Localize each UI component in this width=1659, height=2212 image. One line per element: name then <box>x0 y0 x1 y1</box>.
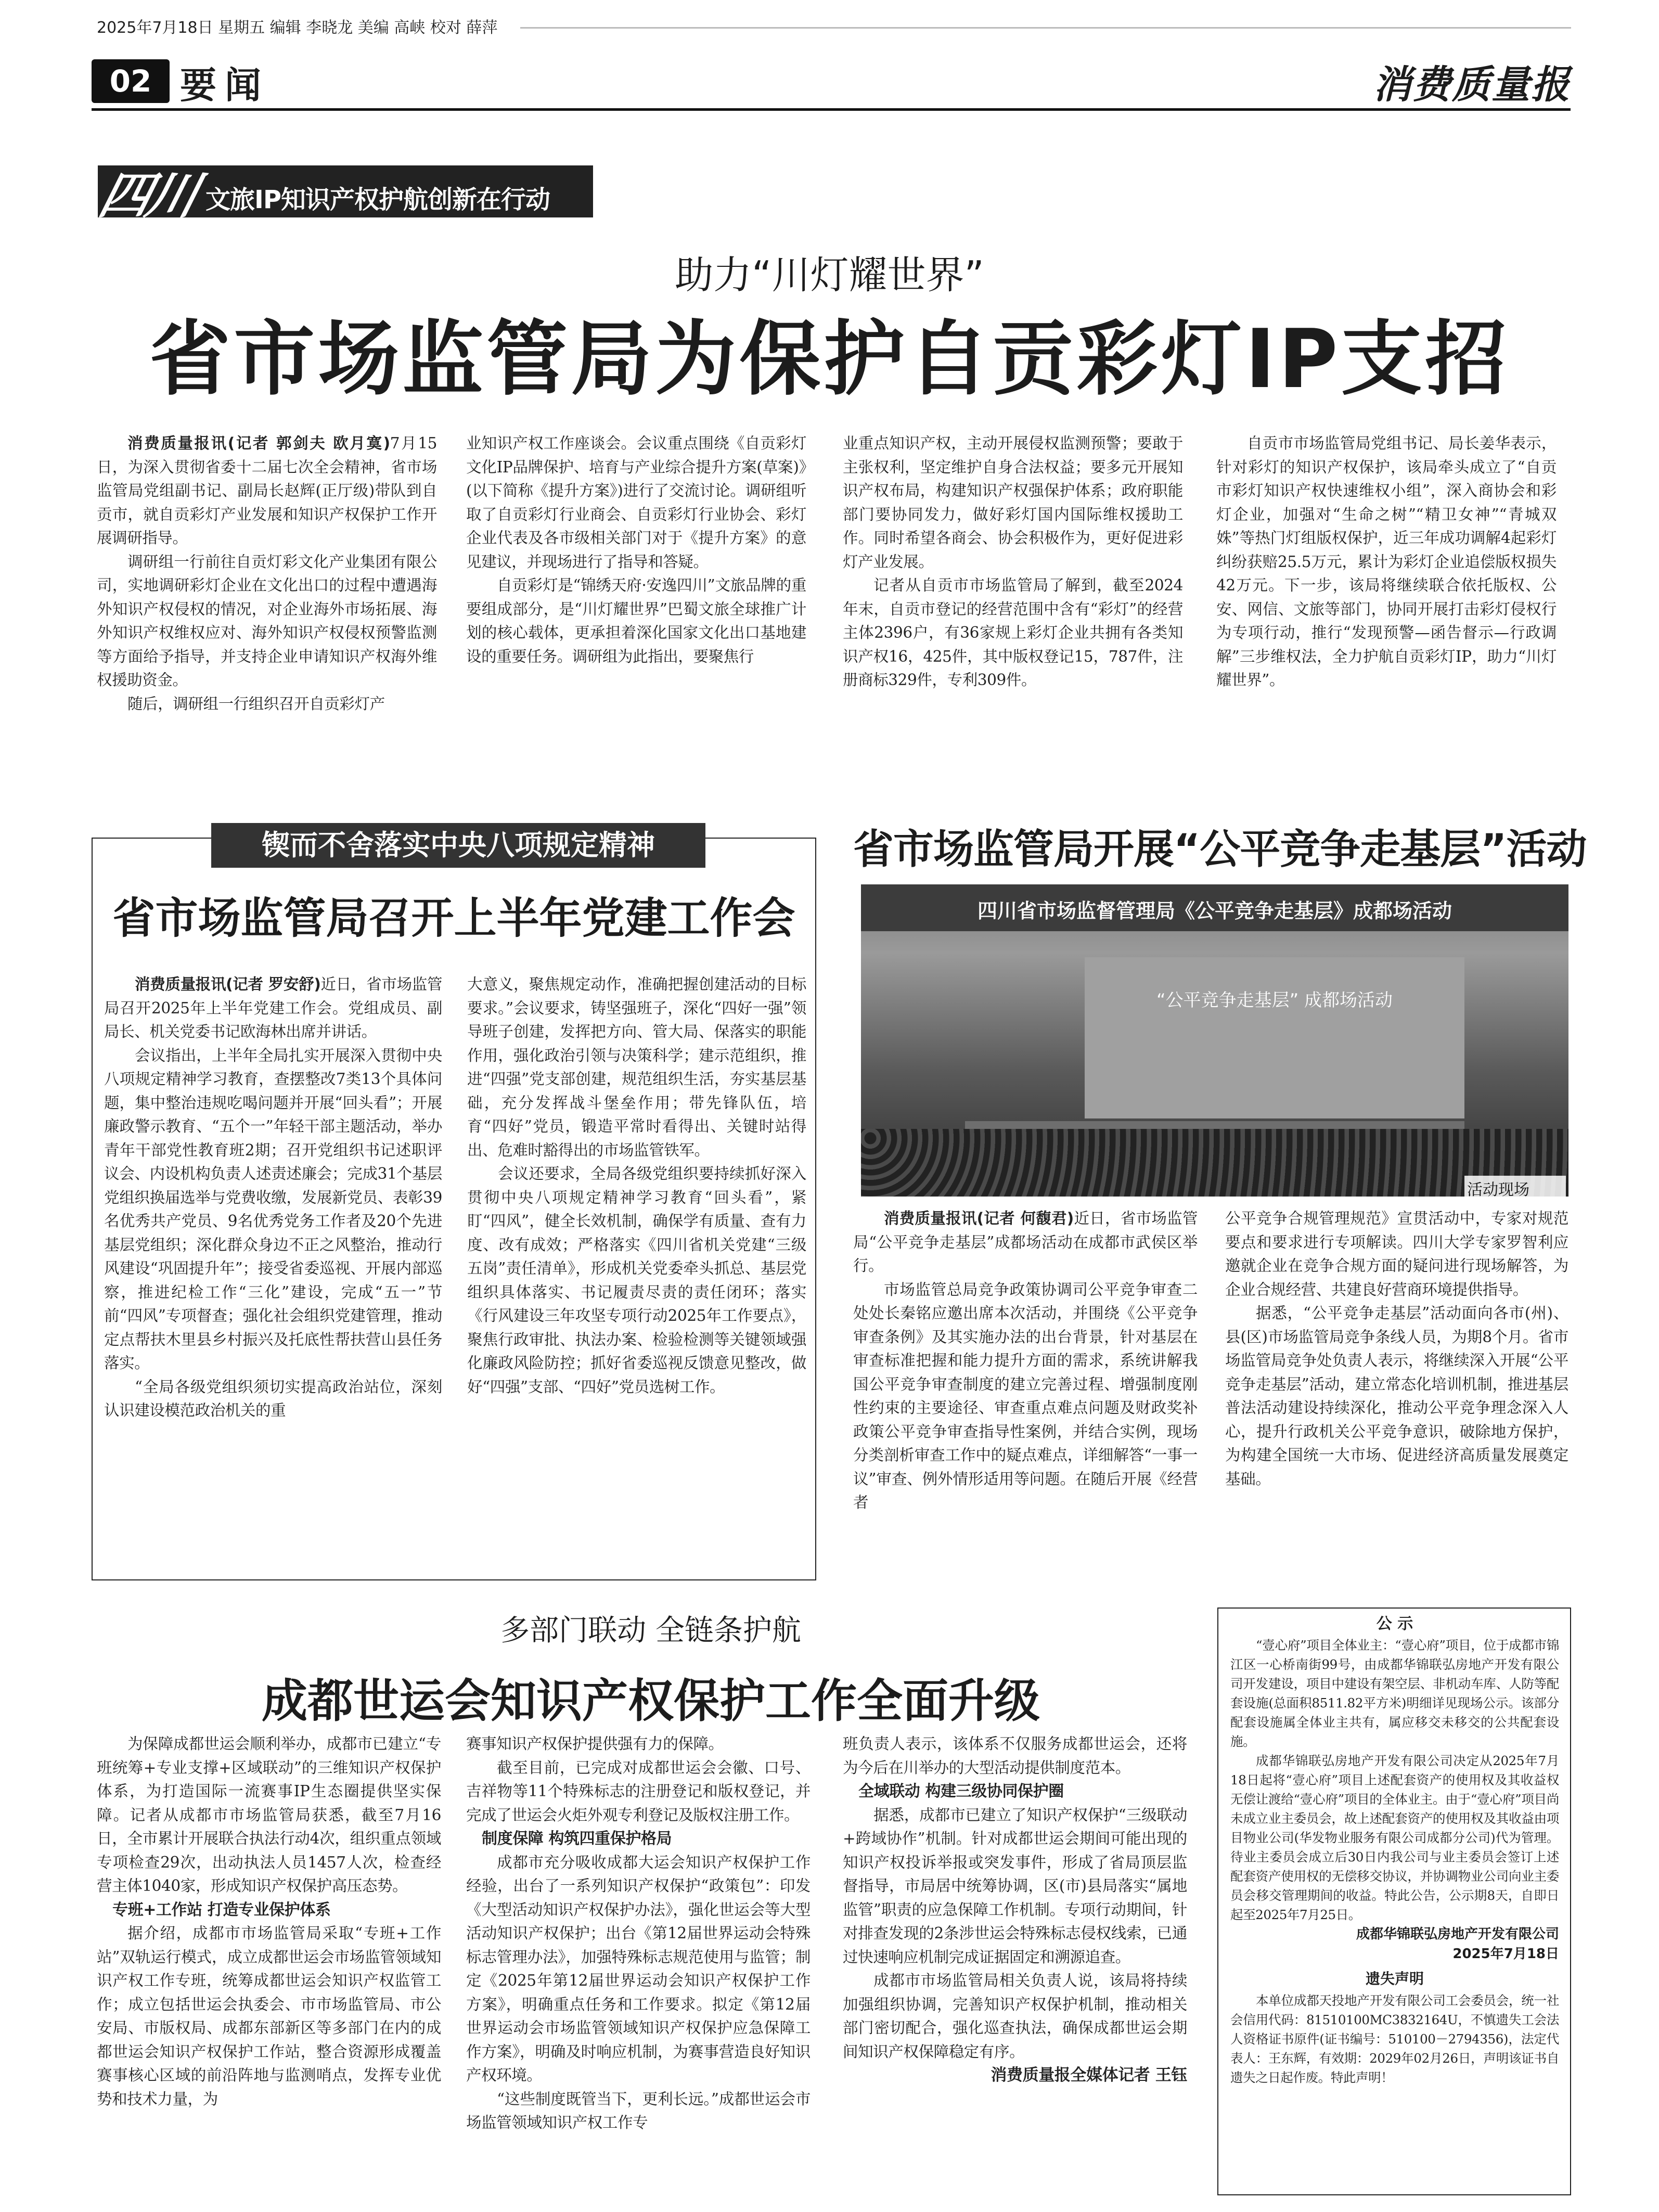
party-col-1 <box>104 973 442 1571</box>
lead-col-1 <box>97 432 437 765</box>
masthead: 消费质量报 <box>1373 62 1571 107</box>
paragraph: 业知识产权工作座谈会。会议重点围绕《自贡彩灯文化IP品牌保护、培育与产业综合提升方案(草案)》(以下简称《提升方案》)进行了交流讨论。调研组听取了自贡彩灯行业商会、自贡彩灯行业协会、彩灯企业代表及各市级相关部门对于《提升方案》的意见建议，并现场进行了指导和答疑。 <box>466 434 806 571</box>
notice-body <box>1230 1613 1559 2190</box>
paragraph: 记者从自贡市市场监管局了解到，截至2024年末，自贡市登记的经营范围中含有“彩灯”的经营主体2396户，有36家规上彩灯企业共拥有各类知识产权16，425件，其中版权登记15，787件，注册商标329件，专利309件。 <box>843 576 1183 689</box>
paragraph: 据悉，成都市已建立了知识产权保护“三级联动+跨域协作”机制。针对成都世运会期间可能出现的知识产权投诉举报或突发事件，形成了省局顶层监督指导，市局居中统筹协调，区(市)县局落实“属地监管”职责的应急保障工作机制。专项行动期间，针对排查发现的2条涉世运会特殊标志侵权线索，已通过快速响应机制完成证据固定和溯源追查。 <box>843 1806 1187 1966</box>
paragraph-text: 近日，省市场监管局召开2025年上半年党建工作会。党组成员、副局长、机关党委书记欧海林出席并讲话。 <box>104 975 442 1040</box>
paragraph: 随后，调研组一行组织召开自贡彩灯产 <box>127 695 385 713</box>
paragraph-text: 近日，省市场监管局“公平竞争走基层”成都场活动在成都市武侯区举行。 <box>853 1210 1198 1275</box>
paragraph: 会议指出，上半年全局扎实开展深入贯彻中央八项规定精神学习教育，查摆整改7类13个具体问题，集中整治违规吃喝问题并开展“回头看”；开展廉政警示教育、“五个一”年轻干部主题活动，举办青年干部党性教育班2期；召开党组织书记述职评议会、内设机构负责人述责述廉会；完成31个基层党组织换届选举与党费收缴，发展新党员、表彰39名优秀共产党员、9名优秀党务工作者及20个先进基层党组织；深化群众身边不正之风整治，推动行风建设“巩固提升年”；接受省委巡视、开展内部巡察，推进纪检工作“三化”建设，完成“五一”节前“四风”专项督查；强化社会组织党建管理，推动定点帮扶木里县乡村振兴及托底性帮扶营山县任务落实。 <box>104 1046 442 1372</box>
lead-subtitle: 助力“川灯耀世界” <box>675 253 984 298</box>
paragraph: 本单位成都天投地产开发有限公司工会委员会，统一社会信用代码：81510100MC3832164U，不慎遗失工会法人资格证书原件(证书编号：510100－2794356)，法定代表人：王东辉，有效期：2029年02月26日，声明该证书自遗失之日起作废。特此声明！ <box>1230 1993 1559 2085</box>
top-rule <box>520 27 1571 29</box>
screen-text: “公平竞争走基层” 成都场活动 <box>1156 990 1393 1011</box>
kicker-text: 文旅IP知识产权护航创新在行动 <box>205 185 550 214</box>
wg-col-1 <box>97 1732 441 2212</box>
fair-byline: 消费质量报讯(记者 何馥君) <box>884 1210 1074 1227</box>
paragraph: 调研组一行前往自贡灯彩文化产业集团有限公司，实地调研彩灯企业在文化出口的过程中遭遇海外知识产权侵权的情况，对企业海外市场拓展、海外知识产权维权应对、海外知识产权侵权预警监测等方面给予指导，并支持企业申请知识产权海外维权援助资金。 <box>97 552 437 689</box>
wg-heading-1: 专班+工作站 打造专业保护体系 <box>112 1900 331 1919</box>
party-byline: 消费质量报讯(记者 罗安舒) <box>135 975 321 993</box>
wg-col-2 <box>466 1732 811 2212</box>
wg-heading-2: 制度保障 构筑四重保护格局 <box>482 1830 672 1848</box>
party-title: 省市场监管局召开上半年党建工作会 <box>112 894 795 943</box>
lead-col-2 <box>466 432 806 765</box>
lead-title: 省市场监管局为保护自贡彩灯IP支招 <box>149 312 1510 406</box>
audience <box>861 1129 1568 1197</box>
paragraph-text: 7月15日，为深入贯彻省委十二届七次全会精神，省市场监管局党组副书记、副局长赵辉(正厅级)带队到自贡市，就自贡彩灯产业发展和知识产权保护工作开展调研指导。 <box>97 434 437 547</box>
paragraph: “壹心府”项目全体业主：“壹心府”项目，位于成都市锦江区一心桥南街99号，由成都华锦联弘房地产开发有限公司开发建设，项目中建设有架空层、非机动车库、人防等配套设施(总面积8511.82平方米)明细详见现场公示。该部分配套设施属全体业主共有，属应移交未移交的公共配套设施。 <box>1230 1638 1559 1749</box>
paragraph: 为保障成都世运会顺利举办，成都市已建立“专班统筹+专业支撑+区域联动”的三维知识产权保护体系，为打造国际一流赛事IP生态圈提供坚实保障。记者从成都市市场监管局获悉，截至7月16日，全市累计开展联合执法行动4次，组织重点领域专项检查29次，出动执法人员1457人次，检查经营主体1040家，形成知识产权保护高压态势。 <box>97 1735 441 1895</box>
paragraph: 成都华锦联弘房地产开发有限公司决定从2025年7月18日起将“壹心府”项目上述配套资产的使用权及其收益权无偿让渡给“壹心府”项目的全体业主。由于“壹心府”项目尚未成立业主委员会，故上述配套资产的使用权及其收益由项目物业公司(华发物业服务有限公司成都分公司)代为管理。待业主委员会成立后30日内我公司与业主委员会签订上述配套资产使用权的无偿移交协议，并协调物业公司向业主委员会移交管理期间的收益。特此公告，公示期8天，自即日起至2025年7月25日。 <box>1230 1753 1559 1922</box>
page-number: 02 <box>92 59 170 103</box>
paragraph: 成都市充分吸收成都大运会知识产权保护工作经验，出台了一系列知识产权保护“政策包”：印发《大型活动知识产权保护办法》，强化世运会等大型活动知识产权保护；出台《第12届世界运动会特殊标志管理办法》，加强特殊标志规范使用与监管；制定《2025年第12届世界运动会知识产权保护工作方案》，明确重点任务和工作要求。拟定《第12届世界运动会市场监管领域知识产权保护应急保障工作方案》，明确及时响应机制，为赛事营造良好知识产权环境。 <box>466 1853 811 2084</box>
paragraph: 公平竞争合规管理规范》宣贯活动中，专家对规范要点和要求进行专项解读。四川大学专家罗智利应邀就企业在竞争合规方面的疑问进行现场解答，为企业合规经营、共建良好营商环境提供指导。 <box>1225 1210 1568 1298</box>
wg-col-3 <box>843 1732 1187 2212</box>
lead-col-4 <box>1216 432 1557 765</box>
paragraph: 业重点知识产权，主动开展侵权监测预警；要敢于主张权利，坚定维护自身合法权益；要多元开展知识产权布局，构建知识产权强保护体系；政府职能部门要协同发力，做好彩灯国内国际维权援助工作。同时希望各商会、协会积极作为，更好促进彩灯产业发展。 <box>843 434 1183 571</box>
paragraph: 截至目前，已完成对成都世运会会徽、口号、吉祥物等11个特殊标志的注册登记和版权登记，并完成了世运会火炬外观专利登记及版权注册工作。 <box>466 1758 811 1824</box>
header-rule <box>92 108 1571 111</box>
fair-title: 省市场监管局开展“公平竞争走基层”活动 <box>853 826 1587 873</box>
section-name: 要闻 <box>180 63 269 107</box>
lead-col-3 <box>843 432 1183 765</box>
paragraph <box>104 973 442 1044</box>
paragraph: 据悉，“公平竞争走基层”活动面向各市(州)、县(区)市场监管局竞争条线人员，为期8个月。省市场监管局竞争处负责人表示，将继续深入开展“公平竞争走基层”活动，建立常态化培训机制，推进基层普法活动建设持续深化，推动公平竞争理念深入人心，提升行政机关公平竞争意识，破除地方保护，为构建全国统一大市场、促进经济高质量发展奠定基础。 <box>1225 1304 1568 1488</box>
wg-title: 成都世运会知识产权保护工作全面升级 <box>261 1674 1040 1728</box>
paragraph: 班负责人表示，该体系不仅服务成都世运会，还将为今后在川举办的大型活动提供制度范本。 <box>843 1735 1187 1777</box>
paragraph <box>853 1207 1198 1278</box>
party-banner: 锲而不舍落实中央八项规定精神 <box>211 823 705 868</box>
projection-screen <box>1085 957 1464 1118</box>
paragraph: 大意义，聚焦规定动作，准确把握创建活动的目标要求。”会议要求，铸坚强班子，深化“四好一强”领导班子创建，发挥把方向、管大局、保落实的职能作用，强化政治引领与决策科学；建示范组织，推进“四强”党支部创建，规范组织生活，夯实基层基础，充分发挥战斗堡垒作用；带先锋队伍，培育“四好”党员，锻造平常时看得出、关键时站得出、危难时豁得出的市场监管铁军。 <box>467 975 806 1159</box>
photo-banner-text: 四川省市场监督管理局《公平竞争走基层》成都场活动 <box>977 899 1452 922</box>
paragraph: “全局各级党组织须切实提高政治站位，深刻认识建设模范政治机关的重 <box>104 1378 442 1419</box>
kicker-calligraphy: 四川 <box>94 166 202 225</box>
paragraph: 自贡市市场监管局党组书记、局长姜华表示，针对彩灯的知识产权保护，该局牵头成立了“自贡市彩灯知识产权快速维权小组”，深入商协会和彩灯企业，加强对“生命之树”“精卫女神”“青城双姝”等热门灯组版权保护，近三年成功调解4起彩灯纠纷获赔25.5万元，累计为彩灯企业追偿版权损失42万元。下一步，该局将继续联合依托版权、公安、网信、文旅等部门，协同开展打击彩灯侵权行为专项行动，推行“发现预警—函告督示—行政调解”三步维权法，全力护航自贡彩灯IP，助力“川灯耀世界”。 <box>1216 434 1557 689</box>
paragraph: “这些制度既管当下，更利长远。”成都世运会市场监管领域知识产权工作专 <box>466 2090 811 2131</box>
paragraph: 市场监管总局竞争政策协调司公平竞争审查二处处长秦铭应邀出席本次活动，并围绕《公平竞争审查条例》及其实施办法的出台背景，针对基层在审查标准把握和能力提升方面的需求，系统讲解我国公平竞争审查制度的建立完善过程、增强制度刚性约束的主要途径、审查重点难点问题及财政奖补政策公平竞争审查指导性案例，并结合实例，现场分类剖析审查工作中的疑点难点，详细解答“一事一议”审查、例外情形适用等问题。在随后开展《经营者 <box>853 1280 1198 1511</box>
paragraph: 赛事知识产权保护提供强有力的保障。 <box>466 1735 724 1753</box>
wg-subtitle: 多部门联动 全链条护航 <box>500 1614 801 1648</box>
notice-date: 2025年7月18日 <box>1452 1946 1559 1962</box>
paragraph: 自贡彩灯是“锦绣天府·安逸四川”文旅品牌的重要组成部分，是“川灯耀世界”巴蜀文旅全球推广计划的核心载体，更承担着深化国家文化出口基地建设的重要任务。调研组为此指出，要聚焦行 <box>466 576 806 665</box>
party-col-2 <box>467 973 806 1571</box>
paragraph: 成都市市场监管局相关负责人说，该局将持续加强组织协调，完善知识产权保护机制，推动相关部门密切配合，强化巡查执法，确保成都世运会期间知识产权保障稳定有序。 <box>843 1972 1187 2061</box>
lead-byline: 消费质量报讯(记者 郭剑夫 欧月寞) <box>127 434 390 452</box>
fair-col-2 <box>1225 1207 1568 1571</box>
notice-title: 公 示 <box>1376 1615 1413 1633</box>
paragraph: 会议还要求，全局各级党组织要持续抓好深入贯彻中央八项规定精神学习教育“回头看”，紧盯“四风”，健全长效机制，确保学有质量、查有力度、改有成效；严格落实《四川省机关党建“三级五岗”责任清单》，形成机关党委牵头抓总、基层党组织具体落实、书记履责尽责的责任闭环；落实《行风建设三年攻坚专项行动2025年工作要点》，聚焦行政审批、执法办案、检验检测等关键领域强化廉政风险防控；抓好省委巡视反馈意见整改，做好“四强”支部、“四好”党员选树工作。 <box>467 1165 806 1396</box>
wg-heading-3: 全域联动 构建三级协同保护圈 <box>858 1782 1064 1801</box>
notice-sign: 成都华锦联弘房地产开发有限公司 <box>1356 1926 1559 1942</box>
wg-byline: 消费质量报全媒体记者 王钰 <box>991 2066 1187 2085</box>
paragraph <box>97 432 437 550</box>
event-photo <box>861 884 1568 1197</box>
lost-notice-title: 遗失声明 <box>1365 1970 1424 1987</box>
fair-col-1 <box>853 1207 1198 1571</box>
photo-tag: 活动现场 <box>1467 1181 1529 1197</box>
paragraph: 据介绍，成都市市场监管局采取“专班+工作站”双轨运行模式，成立成都世运会市场监管领域知识产权工作专班，统筹成都世运会知识产权监管工作；成立包括世运会执委会、市市场监管局、市公安局、市版权局、成都东部新区等多部门在内的成都世运会知识产权保护工作站，整合资源形成覆盖赛事核心区域的前沿阵地与监测哨点，发挥专业优势和技术力量，为 <box>97 1924 441 2108</box>
header-meta: 2025年7月18日 星期五 编辑 李晓龙 美编 高峡 校对 薛萍 <box>97 19 498 37</box>
